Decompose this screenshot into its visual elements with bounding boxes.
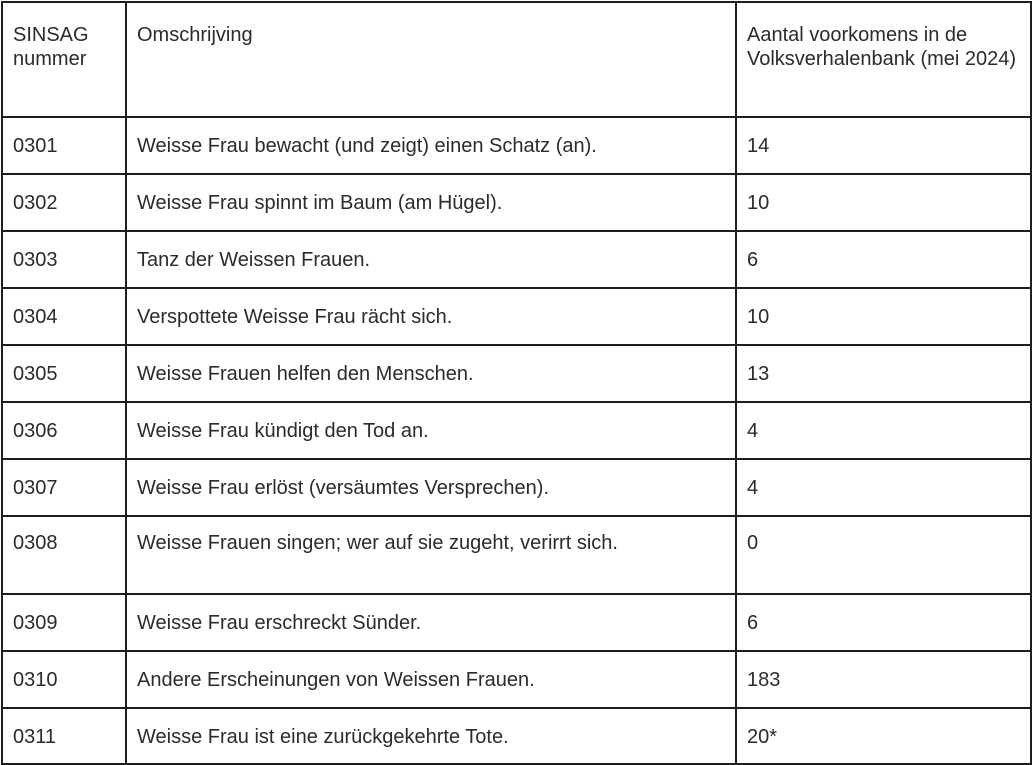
cell-sinsag-number: 0302 [2, 174, 126, 231]
table-row [2, 288, 1031, 345]
cell-description: Weisse Frau bewacht (und zeigt) einen Schatz (an). [126, 117, 736, 174]
table-row [2, 459, 1031, 516]
cell-description: Andere Erscheinungen von Weissen Frauen. [126, 651, 736, 708]
cell-occurrence-count: 10 [736, 174, 1031, 231]
header-description: Omschrijving [126, 2, 736, 117]
cell-occurrence-count: 6 [736, 594, 1031, 651]
cell-occurrence-count: 183 [736, 651, 1031, 708]
cell-description: Verspottete Weisse Frau rächt sich. [126, 288, 736, 345]
table-row [2, 708, 1031, 764]
cell-description: Weisse Frau spinnt im Baum (am Hügel). [126, 174, 736, 231]
cell-description: Weisse Frau ist eine zurückgekehrte Tote. [126, 708, 736, 764]
table-row [2, 117, 1031, 174]
cell-occurrence-count: 4 [736, 459, 1031, 516]
cell-sinsag-number: 0303 [2, 231, 126, 288]
cell-description: Weisse Frau kündigt den Tod an. [126, 402, 736, 459]
cell-sinsag-number: 0311 [2, 708, 126, 764]
cell-sinsag-number: 0301 [2, 117, 126, 174]
cell-occurrence-count: 6 [736, 231, 1031, 288]
cell-description: Weisse Frauen helfen den Menschen. [126, 345, 736, 402]
sinsag-table [1, 1, 1032, 765]
cell-occurrence-count: 4 [736, 402, 1031, 459]
cell-occurrence-count: 13 [736, 345, 1031, 402]
cell-description: Tanz der Weissen Frauen. [126, 231, 736, 288]
table-row [2, 516, 1031, 594]
table-header [2, 2, 1031, 117]
cell-sinsag-number: 0308 [2, 516, 126, 594]
table-row [2, 402, 1031, 459]
cell-description: Weisse Frau erlöst (versäumtes Versprechen). [126, 459, 736, 516]
cell-sinsag-number: 0304 [2, 288, 126, 345]
cell-sinsag-number: 0310 [2, 651, 126, 708]
cell-sinsag-number: 0305 [2, 345, 126, 402]
table-row [2, 594, 1031, 651]
header-occurrence-count: Aantal voorkomens in de Volksverhalenbank (mei 2024) [736, 2, 1031, 117]
cell-sinsag-number: 0307 [2, 459, 126, 516]
cell-sinsag-number: 0309 [2, 594, 126, 651]
header-sinsag-number: SINSAG nummer [2, 2, 126, 117]
table-row [2, 651, 1031, 708]
cell-occurrence-count: 14 [736, 117, 1031, 174]
cell-occurrence-count: 0 [736, 516, 1031, 594]
table-row [2, 231, 1031, 288]
table-body [2, 117, 1031, 764]
header-row [2, 2, 1031, 117]
table-row [2, 174, 1031, 231]
table-row [2, 345, 1031, 402]
cell-sinsag-number: 0306 [2, 402, 126, 459]
cell-description: Weisse Frauen singen; wer auf sie zugeht, verirrt sich. [126, 516, 736, 594]
cell-occurrence-count: 10 [736, 288, 1031, 345]
cell-occurrence-count: 20* [736, 708, 1031, 764]
cell-description: Weisse Frau erschreckt Sünder. [126, 594, 736, 651]
